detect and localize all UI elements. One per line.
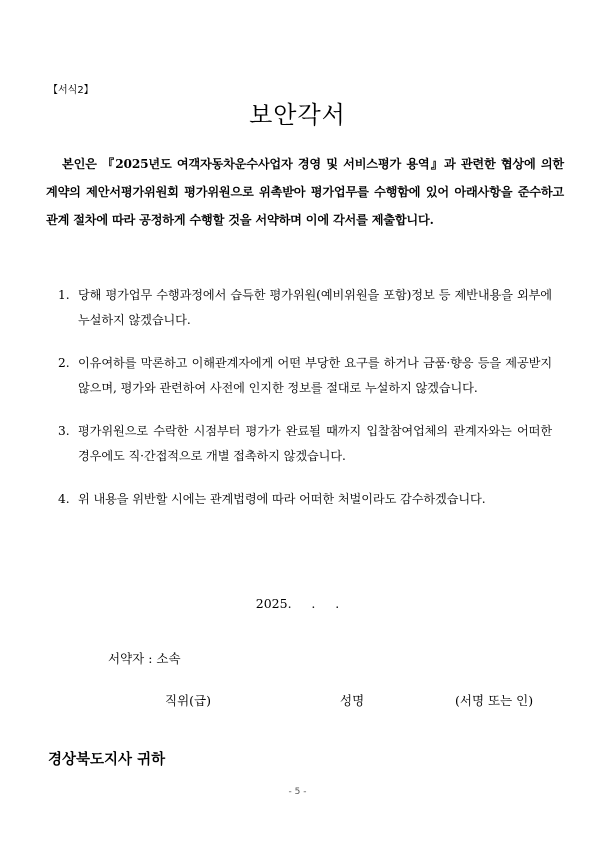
item-number: 2.	[58, 356, 70, 370]
pledge-list	[58, 283, 552, 530]
form-label: 【서식2】	[48, 85, 94, 96]
item-text: 평가위원으로 수락한 시점부터 평가가 완료될 때까지 입찰참여업체의 관계자와는 어떠한 경우에도 직·간접적으로 개별 접촉하지 않겠습니다.	[78, 424, 552, 463]
signature-name-label: 성명	[340, 693, 365, 708]
signature-rank-label: 직위(급)	[165, 693, 211, 708]
item-text: 위 내용을 위반할 시에는 관계법령에 따라 어떠한 처벌이라도 감수하겠습니다.	[78, 492, 486, 506]
date-line: 2025. . .	[255, 596, 340, 611]
item-text: 당해 평가업무 수행과정에서 습득한 평가위원(예비위원을 포함)정보 등 제반내용을 외부에 누설하지 않겠습니다.	[78, 288, 552, 327]
item-number: 4.	[58, 492, 70, 506]
pledger-affiliation: 서약자 : 소속	[108, 651, 181, 666]
addressee: 경상북도지사 귀하	[48, 752, 166, 768]
item-number: 3.	[58, 424, 70, 438]
list-item	[58, 419, 552, 469]
page-number: - 5 -	[288, 787, 307, 797]
item-number: 1.	[58, 288, 70, 302]
item-text: 이유여하를 막론하고 이해관계자에게 어떤 부당한 요구를 하거나 금품·향응 등을 제공받지 않으며, 평가와 관련하여 사전에 인지한 정보를 절대로 누설하지 않겠습니다.	[78, 356, 552, 395]
intro-paragraph: 본인은 『2025년도 여객자동차운수사업자 경영 및 서비스평가 용역』과 관련한 협상에 의한 계약의 제안서평가위원회 평가위원으로 위촉받아 평가업무를 수행함에 있어 아래사항을 준수하고 관계 절차에 따라 공정하게 수행할 것을 서약하며 이에 각서를 제출합니다.	[46, 157, 564, 227]
list-item	[58, 283, 552, 333]
document-title: 보안각서	[249, 101, 346, 129]
signature-seal-label: (서명 또는 인)	[455, 693, 534, 708]
list-item	[58, 487, 552, 512]
list-item	[58, 351, 552, 401]
